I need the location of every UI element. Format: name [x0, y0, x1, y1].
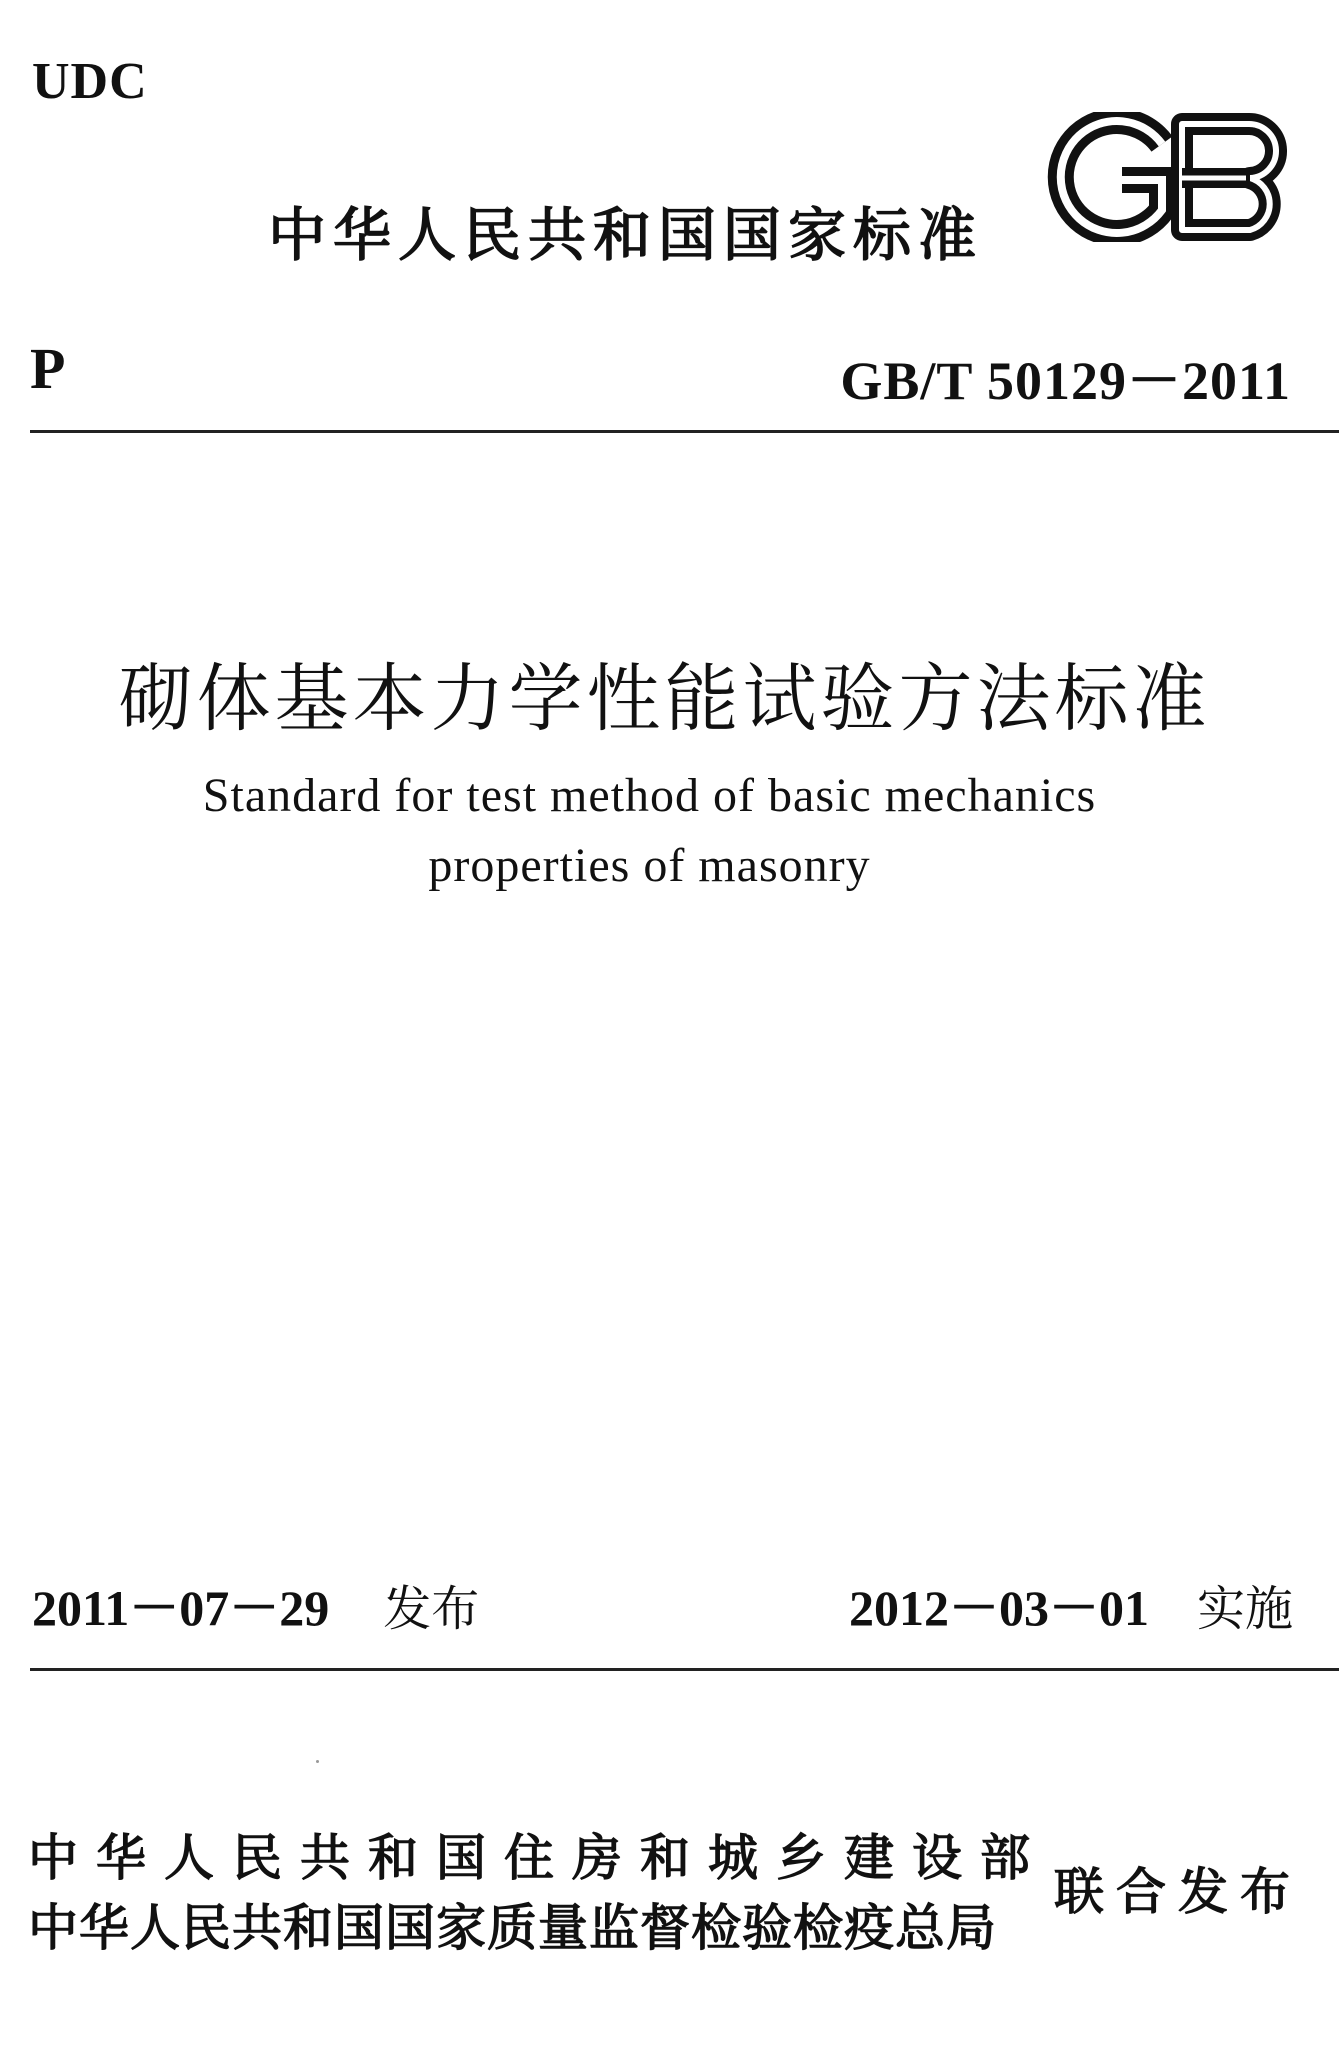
classification-code: P: [30, 336, 66, 401]
implementation-date: 2012－03－01: [848, 1580, 1149, 1636]
issue-label: 发布: [383, 1581, 480, 1637]
gb-logo-icon: [1040, 112, 1298, 242]
country-standard-label: 中华人民共和国国家标准: [268, 201, 984, 269]
implementation-date-row: [849, 1568, 1293, 1640]
top-divider: [30, 430, 1339, 433]
standard-number: GB/T 50129－2011: [840, 351, 1291, 411]
issue-date-row: [32, 1568, 479, 1640]
title-english-line1: Standard for test method of basic mechanics: [202, 769, 1097, 822]
issuer-ministry-housing: 中华人民共和国住房和城乡建设部: [28, 1829, 1048, 1887]
title-english-line2: properties of masonry: [428, 839, 871, 892]
scan-speck: [316, 1760, 319, 1763]
title-chinese: 砌体基本力学性能试验方法标准: [118, 656, 1211, 742]
issue-date: 2011－07－29: [32, 1580, 330, 1636]
bottom-divider: [30, 1668, 1339, 1671]
implementation-label: 实施: [1196, 1581, 1293, 1637]
joint-issue-label: 联合发布: [1054, 1863, 1302, 1921]
udc-label: UDC: [32, 53, 148, 110]
issuer-quality-inspection: 中华人民共和国国家质量监督检验检疫总局: [28, 1899, 997, 1957]
